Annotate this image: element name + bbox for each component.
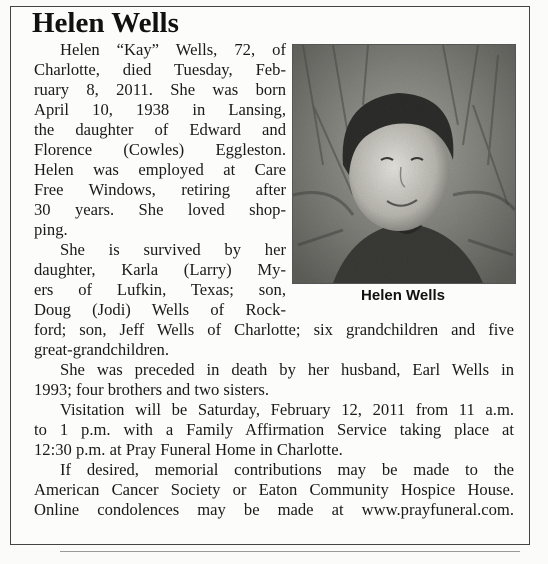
obituary-line: Helen “Kay” Wells, 72, of bbox=[60, 40, 286, 59]
obituary-line: daughter, Karla (Larry) My- bbox=[34, 260, 286, 279]
obituary-line: Helen was employed at Care bbox=[34, 160, 286, 179]
obituary-line: Charlotte, died Tuesday, Feb- bbox=[34, 60, 286, 79]
bottom-rule bbox=[60, 551, 520, 552]
obituary-line: Visitation will be Saturday, February 12, 2011 from 11 a.m. bbox=[60, 400, 514, 419]
obituary-line: She was preceded in death by her husband, Earl Wells in bbox=[60, 360, 514, 379]
obituary-line: Free Windows, retiring after bbox=[34, 180, 286, 199]
obituary-line: ping. bbox=[34, 220, 68, 239]
obituary-line: American Cancer Society or Eaton Community Hospice House. bbox=[34, 480, 514, 499]
obituary-line: 30 years. She loved shop- bbox=[34, 200, 286, 219]
obituary-line: Florence (Cowles) Eggleston. bbox=[34, 140, 286, 159]
obituary-line: If desired, memorial contributions may be made to the bbox=[60, 460, 514, 479]
obituary-headline: Helen Wells bbox=[32, 7, 179, 39]
obituary-line: Doug (Jodi) Wells of Rock- bbox=[34, 300, 286, 319]
obituary-line: 1993; four brothers and two sisters. bbox=[34, 380, 270, 399]
portrait-photo bbox=[292, 44, 516, 284]
photo-caption: Helen Wells bbox=[361, 287, 445, 304]
obituary-line: ford; son, Jeff Wells of Charlotte; six grandchildren and five bbox=[34, 320, 514, 339]
obituary-line: Online condolences may be made at www.prayfuneral.com. bbox=[34, 500, 514, 519]
obituary-line: great-grandchildren. bbox=[34, 340, 169, 359]
obituary-line: ers of Lufkin, Texas; son, bbox=[34, 280, 286, 299]
obituary-line: to 1 p.m. with a Family Affirmation Service taking place at bbox=[34, 420, 514, 439]
obituary-line: the daughter of Edward and bbox=[34, 120, 286, 139]
obituary-line: April 10, 1938 in Lansing, bbox=[34, 100, 286, 119]
obituary-line: 12:30 p.m. at Pray Funeral Home in Charlotte. bbox=[34, 440, 343, 459]
obituary-line: ruary 8, 2011. She was born bbox=[34, 80, 286, 99]
obituary-line: She is survived by her bbox=[60, 240, 286, 259]
portrait-photo-image bbox=[293, 45, 515, 283]
